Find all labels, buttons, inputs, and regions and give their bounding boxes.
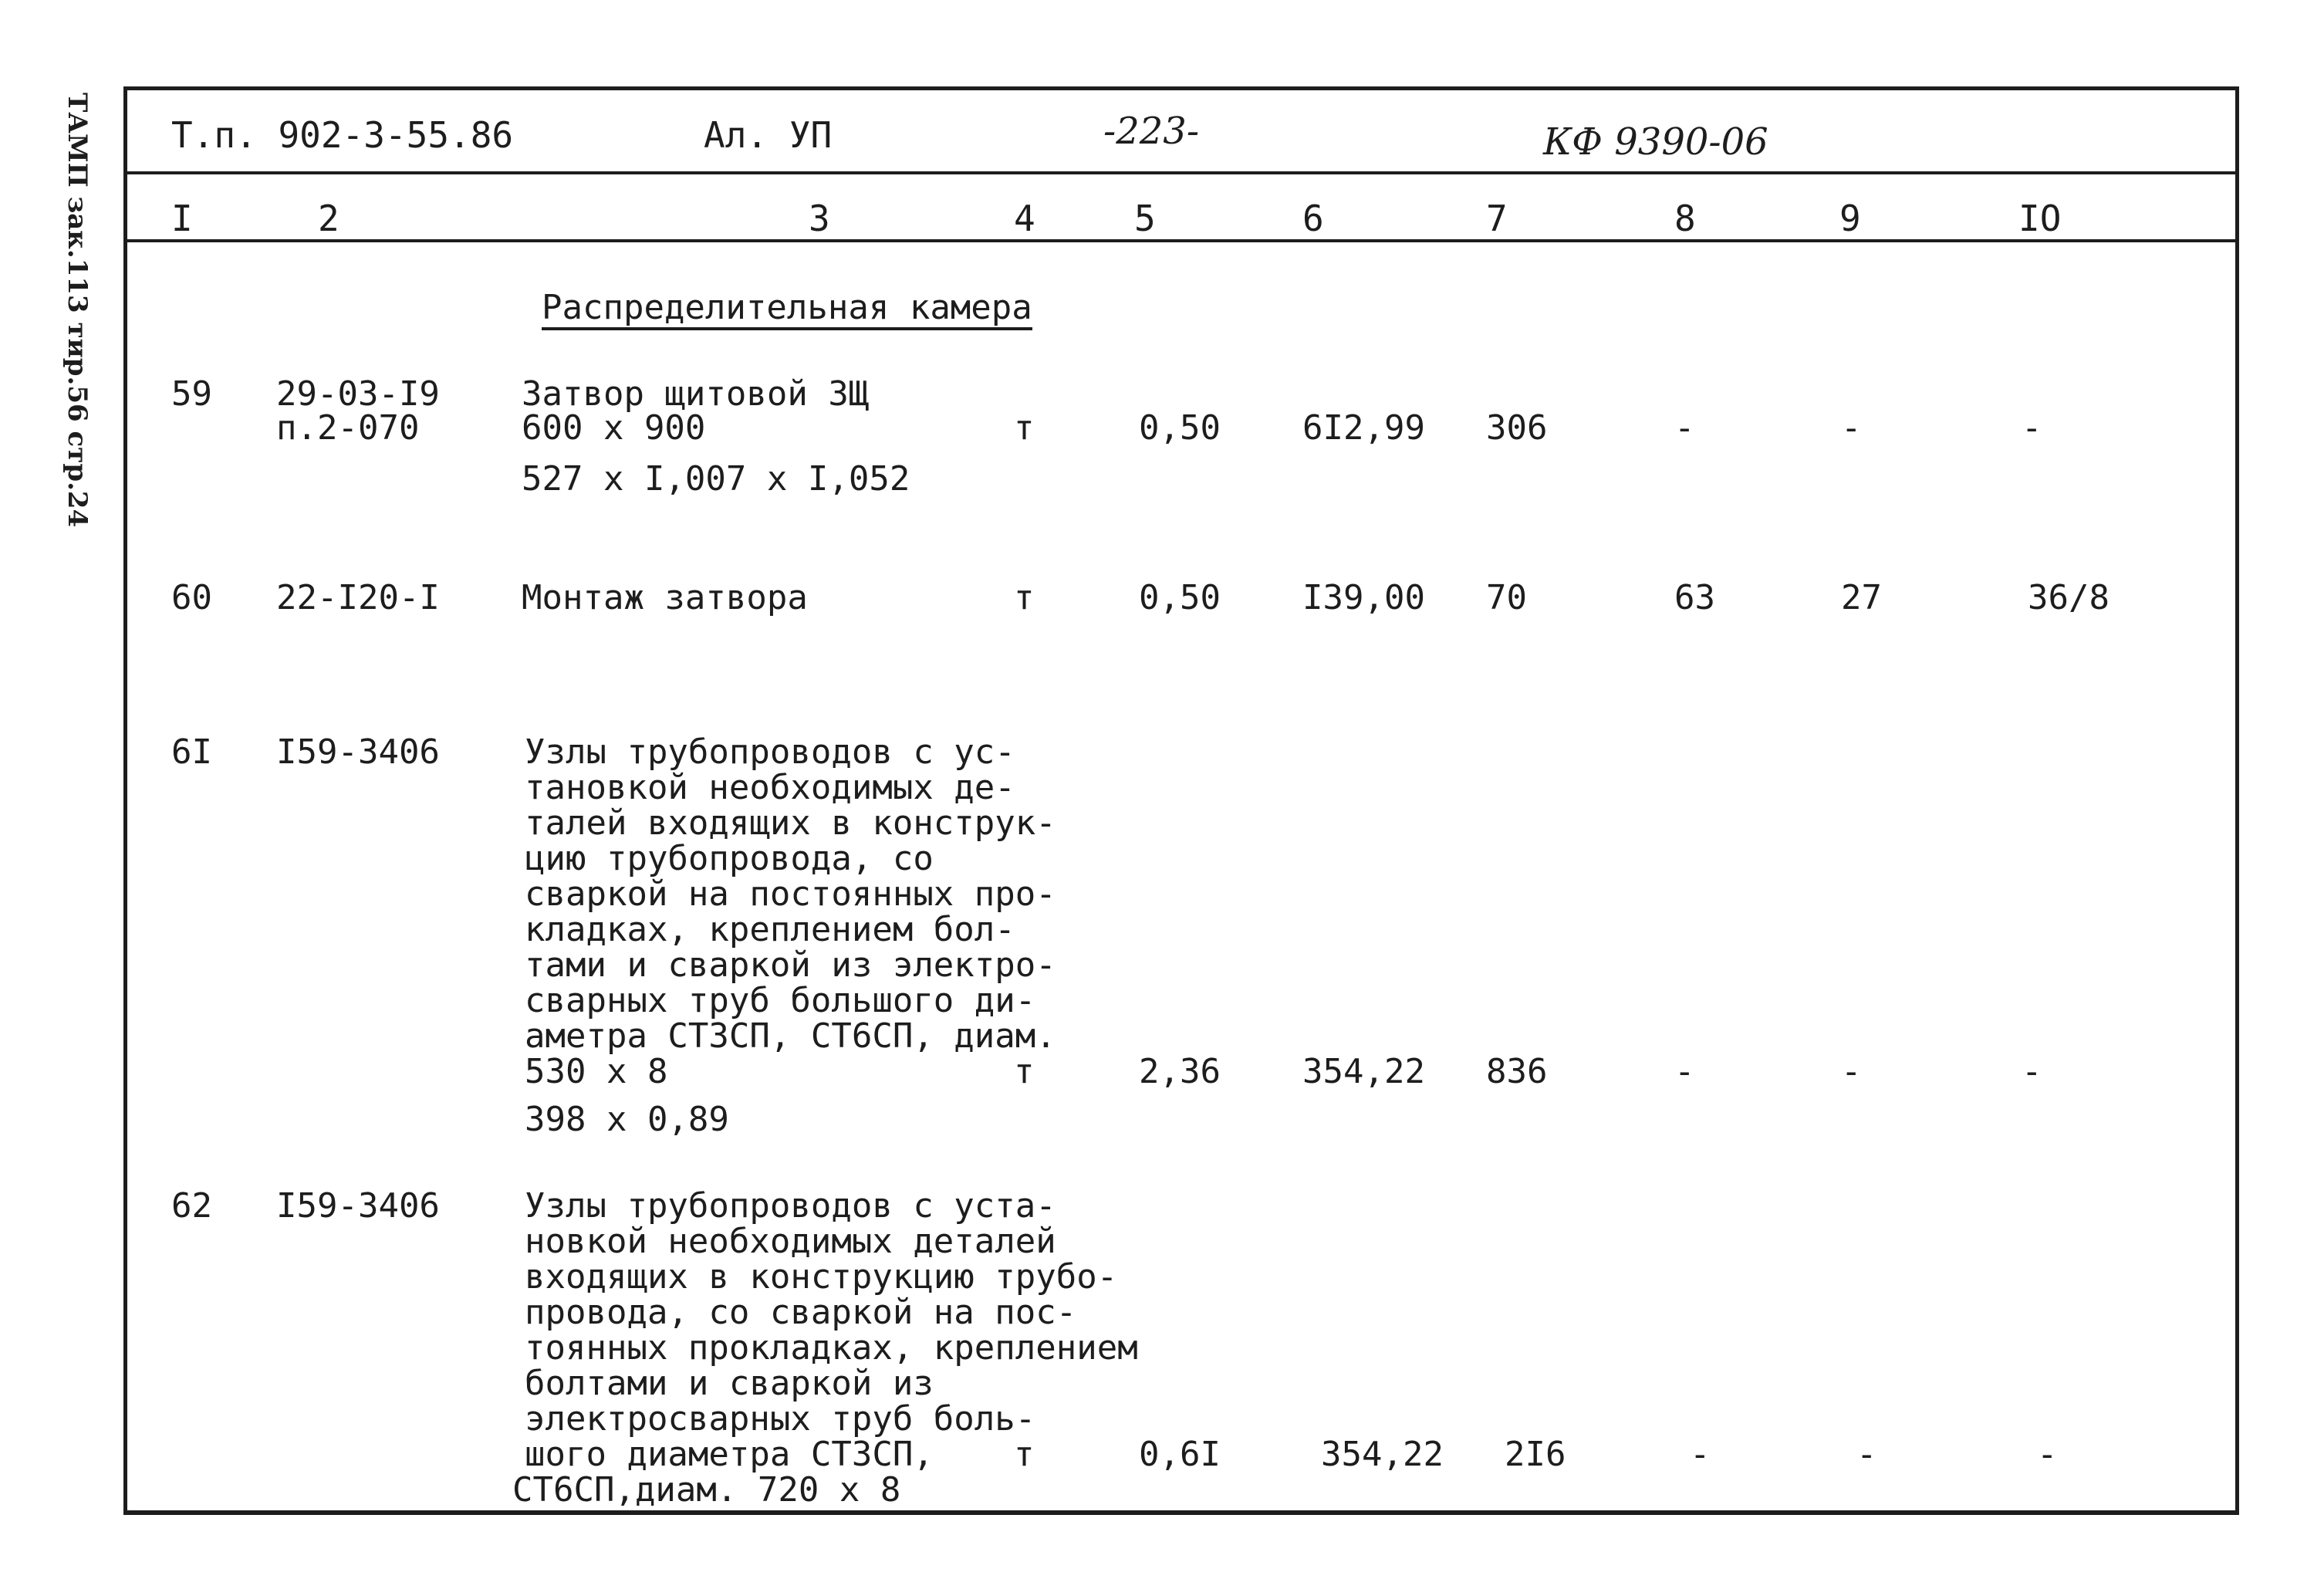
row-col8: - — [1690, 1435, 1711, 1474]
header-divider — [123, 171, 2239, 174]
row-col10: - — [2022, 408, 2042, 448]
column-numbers-divider — [123, 239, 2239, 242]
row-description: Затвор щитовой ЗЩ — [522, 374, 870, 414]
row-code: 29-03-I9 — [276, 374, 440, 414]
row-description: тами и сваркой из электро- — [525, 945, 1056, 985]
row-price: 354,22 — [1302, 1052, 1425, 1091]
row-total: 306 — [1486, 408, 1548, 448]
col-num-9: 9 — [1839, 198, 1861, 239]
row-description: болтами и сваркой из — [525, 1364, 934, 1403]
row-calculation: 398 х 0,89 — [525, 1100, 729, 1139]
row-description: 600 х 900 — [522, 408, 706, 448]
row-unit: т — [1014, 578, 1035, 617]
row-description: сварных труб большого ди- — [525, 981, 1036, 1020]
row-unit: т — [1014, 1052, 1035, 1091]
row-col10: - — [2022, 1052, 2042, 1091]
row-col8: - — [1674, 1052, 1695, 1091]
row-price: 354,22 — [1321, 1435, 1444, 1474]
row-number: 6I — [171, 732, 212, 772]
row-description: кладках, креплением бол- — [525, 910, 1015, 949]
row-col9: - — [1841, 1052, 1862, 1091]
row-description: 530 х 8 — [525, 1052, 668, 1091]
col-num-1: I — [171, 198, 193, 239]
row-description: цию трубопровода, со — [525, 839, 934, 878]
page-number: -223- — [1103, 110, 1200, 153]
row-col10: - — [2037, 1435, 2058, 1474]
row-number: 59 — [171, 374, 212, 414]
row-description: сваркой на постоянных про- — [525, 874, 1056, 914]
row-number: 60 — [171, 578, 212, 617]
row-description: Монтаж затвора — [522, 578, 808, 617]
row-description: электросварных труб боль- — [525, 1399, 1036, 1439]
row-col9: 27 — [1841, 578, 1882, 617]
table-frame — [123, 86, 2239, 1515]
row-quantity: 2,36 — [1139, 1052, 1221, 1091]
col-num-4: 4 — [1014, 198, 1035, 239]
row-description: тоянных прокладках, креплением — [525, 1328, 1138, 1368]
row-col9: - — [1856, 1435, 1877, 1474]
row-total: 836 — [1486, 1052, 1548, 1091]
row-code: I59-3406 — [276, 732, 440, 772]
project-number: Т.п. 902-3-55.86 — [171, 114, 514, 156]
row-quantity: 0,50 — [1139, 408, 1221, 448]
col-num-8: 8 — [1674, 198, 1696, 239]
margin-print-note: ТАМП зак.113 тир.56 стр.24 — [62, 93, 93, 528]
album-label: Ал. УП — [704, 114, 833, 156]
col-num-3: 3 — [809, 198, 830, 239]
section-title: Распределительная камера — [542, 290, 1032, 330]
col-num-2: 2 — [318, 198, 339, 239]
row-number: 62 — [171, 1186, 212, 1226]
row-unit: т — [1014, 1435, 1035, 1474]
row-code: 22-I20-I — [276, 578, 440, 617]
row-col9: - — [1841, 408, 1862, 448]
col-num-7: 7 — [1486, 198, 1508, 239]
row-description: провода, со сваркой на пос- — [525, 1293, 1077, 1332]
row-description: талей входящих в конструк- — [525, 803, 1056, 843]
row-col8: - — [1674, 408, 1695, 448]
row-description: аметра СТЗСП, СТ6СП, диам. — [525, 1016, 1056, 1056]
row-description: тановкой необходимых де- — [525, 768, 1015, 807]
col-num-6: 6 — [1302, 198, 1324, 239]
col-num-10: IO — [2018, 198, 2062, 239]
row-description: СТ6СП,диам. 720 х 8 — [512, 1470, 901, 1510]
row-calculation: 527 х I,007 х I,052 — [522, 459, 910, 499]
row-price: 6I2,99 — [1302, 408, 1425, 448]
row-description: входящих в конструкцию трубо- — [525, 1257, 1118, 1297]
document-code: КФ 9390-06 — [1543, 120, 1768, 164]
row-description: шого диаметра СТЗСП, — [525, 1435, 934, 1474]
row-total: 2I6 — [1505, 1435, 1566, 1474]
row-description: новкой необходимых деталей — [525, 1222, 1056, 1261]
row-col8: 63 — [1674, 578, 1715, 617]
row-code: I59-3406 — [276, 1186, 440, 1226]
row-quantity: 0,50 — [1139, 578, 1221, 617]
row-description: Узлы трубопроводов с уста- — [525, 1186, 1056, 1226]
row-col10: 36/8 — [2028, 578, 2110, 617]
row-code: п.2-070 — [276, 408, 420, 448]
row-price: I39,00 — [1302, 578, 1425, 617]
col-num-5: 5 — [1134, 198, 1156, 239]
row-total: 70 — [1486, 578, 1527, 617]
row-unit: т — [1014, 408, 1035, 448]
row-description: Узлы трубопроводов с ус- — [525, 732, 1015, 772]
row-quantity: 0,6I — [1139, 1435, 1221, 1474]
